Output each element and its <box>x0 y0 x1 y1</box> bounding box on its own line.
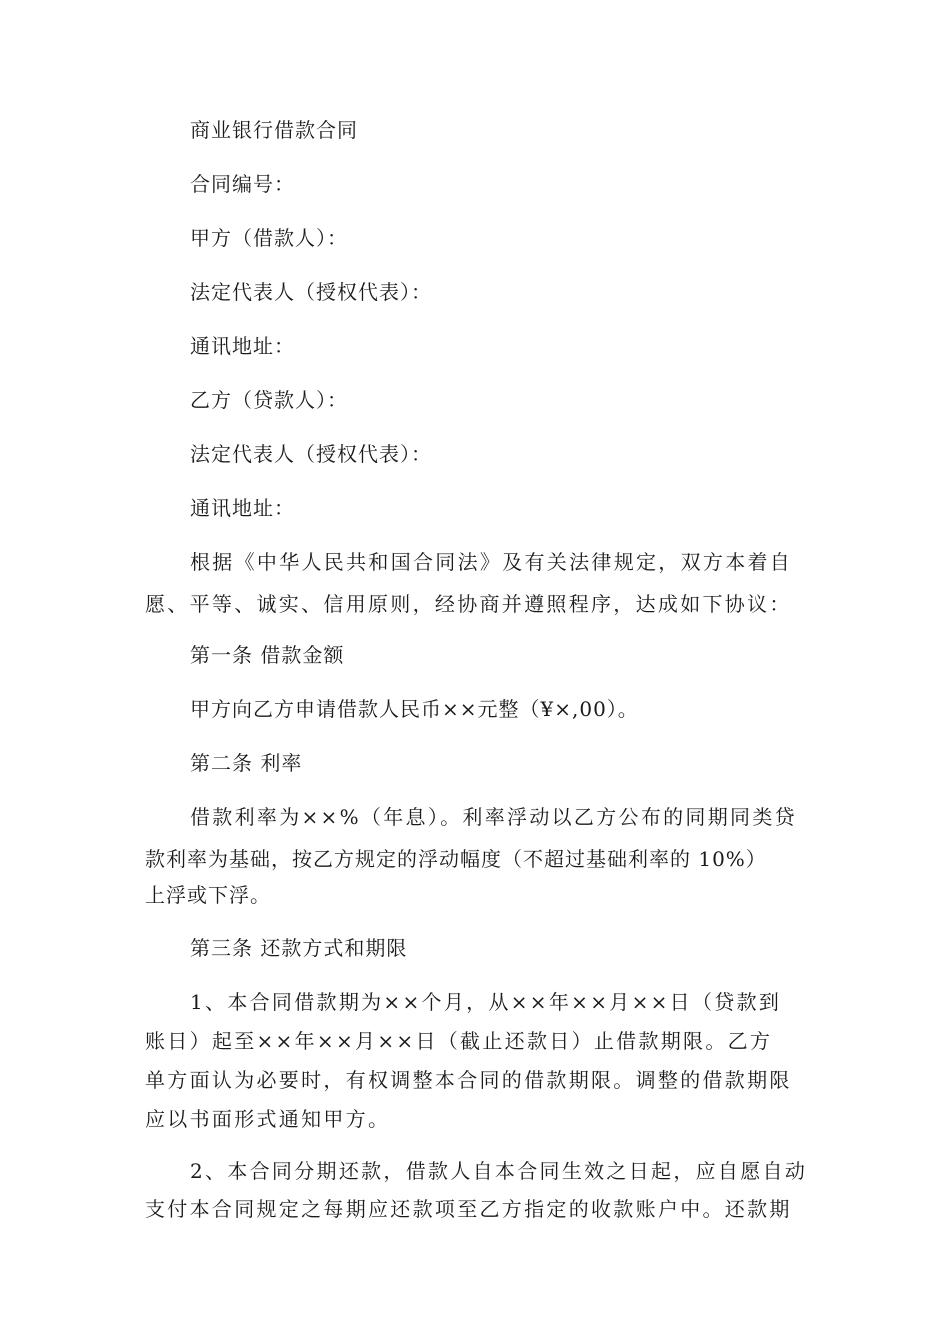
article-1-body: 甲方向乙方申请借款人民币××元整（¥×,00）。 <box>190 697 639 721</box>
article-3-heading: 第三条 还款方式和期限 <box>190 936 408 960</box>
party-a-representative-label: 法定代表人（授权代表）： <box>190 280 432 304</box>
preamble-line: 愿、平等、诚实、信用原则，经协商并遵照程序，达成如下协议： <box>145 592 792 616</box>
preamble-line: 根据《中华人民共和国合同法》及有关法律规定，双方本着自 <box>190 550 793 574</box>
article-2-body-line: 借款利率为××%（年息）。利率浮动以乙方公布的同期同类贷 <box>190 805 797 829</box>
article-3-clause-2-line: 2、本合同分期还款，借款人自本合同生效之日起，应自愿自动 <box>190 1159 808 1183</box>
article-3-clause-2-line: 支付本合同规定之每期应还款项至乙方指定的收款账户中。还款期 <box>145 1197 792 1221</box>
party-a-address-label: 通讯地址： <box>190 334 295 358</box>
party-a-label: 甲方（借款人）： <box>190 226 348 250</box>
party-b-address-label: 通讯地址： <box>190 496 295 520</box>
article-3-clause-1-line: 应以书面形式通知甲方。 <box>145 1107 391 1131</box>
article-3-clause-1-line: 账日）起至××年××月××日（截止还款日）止借款期限。乙方 <box>145 1029 773 1053</box>
article-3-clause-1-line: 单方面认为必要时，有权调整本合同的借款期限。调整的借款期限 <box>145 1068 792 1092</box>
party-b-label: 乙方（贷款人）： <box>190 388 348 412</box>
document-title: 商业银行借款合同 <box>190 118 358 142</box>
article-2-body-line: 款利率为基础，按乙方规定的浮动幅度（不超过基础利率的 10%） <box>145 847 767 871</box>
article-2-heading: 第二条 利率 <box>190 751 303 775</box>
article-1-heading: 第一条 借款金额 <box>190 643 345 667</box>
article-2-body-line: 上浮或下浮。 <box>145 883 271 907</box>
party-b-representative-label: 法定代表人（授权代表）： <box>190 442 432 466</box>
contract-number-label: 合同编号： <box>190 172 295 196</box>
article-3-clause-1-line: 1、本合同借款期为××个月，从××年××月××日（贷款到 <box>190 990 782 1014</box>
